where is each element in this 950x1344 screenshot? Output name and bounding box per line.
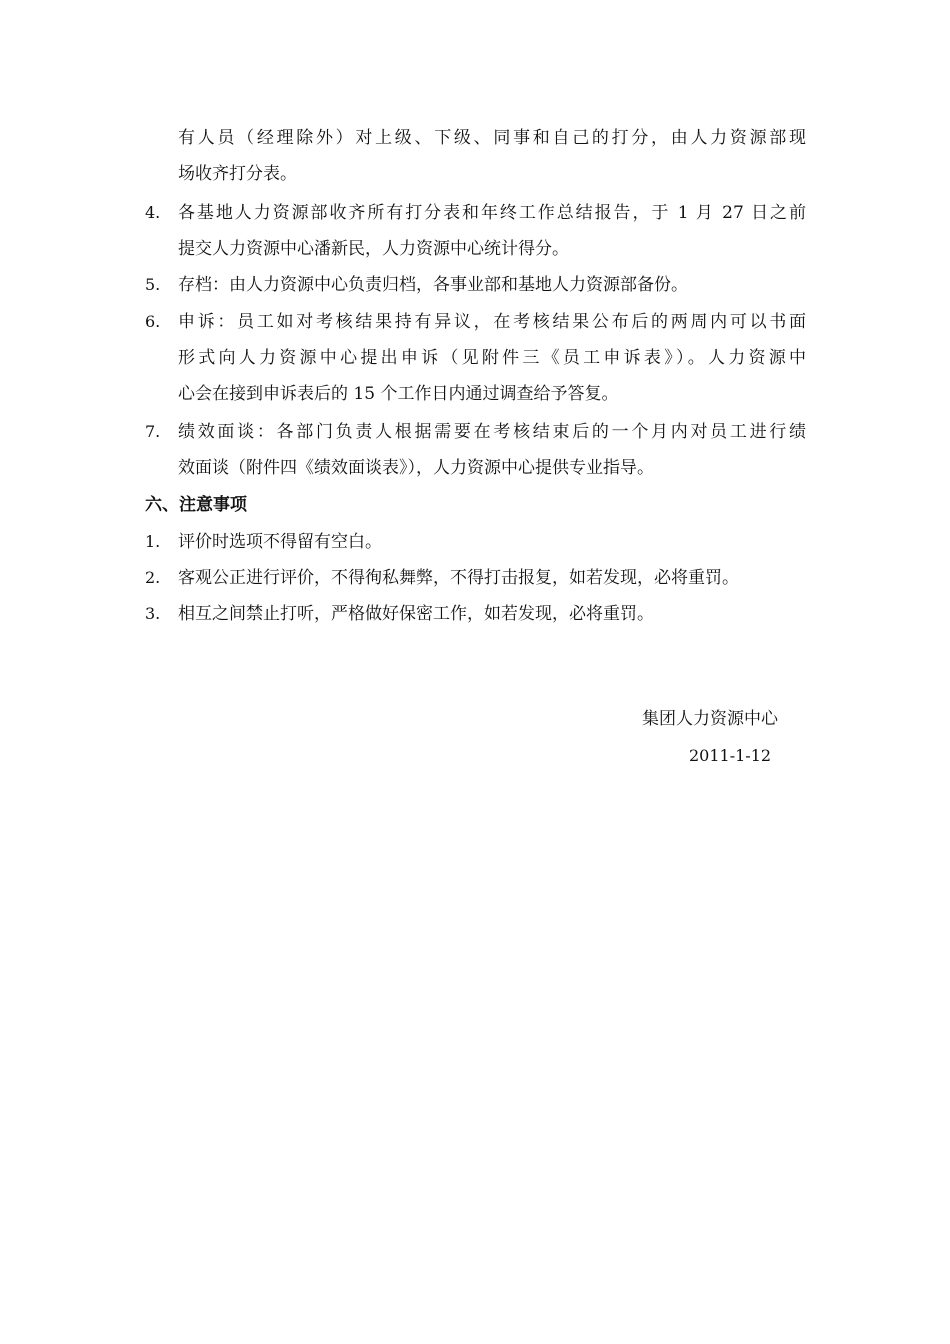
step-6-line-1: 申诉：员工如对考核结果持有异议，在考核结果公布后的两周内可以书面: [178, 312, 806, 332]
step-number-5: 5.: [145, 275, 161, 294]
signature-org: 集团人力资源中心: [642, 709, 778, 729]
note-text-3: 相互之间禁止打听，严格做好保密工作，如若发现，必将重罚。: [178, 604, 654, 624]
step-4-line-2: 提交人力资源中心潘新民，人力资源中心统计得分。: [178, 239, 569, 259]
step-number-4: 4.: [145, 203, 161, 222]
step-6-line-2: 形式向人力资源中心提出申诉（见附件三《员工申诉表》）。人力资源中: [178, 348, 806, 368]
section-heading: 六、注意事项: [145, 495, 247, 515]
step-5-line-1: 存档：由人力资源中心负责归档，各事业部和基地人力资源部备份。: [178, 275, 688, 295]
continuation-line-1: 有人员（经理除外）对上级、下级、同事和自己的打分，由人力资源部现: [178, 128, 806, 148]
step-number-7: 7.: [145, 422, 161, 441]
step-7-line-1: 绩效面谈：各部门负责人根据需要在考核结束后的一个月内对员工进行绩: [178, 422, 806, 442]
step-4-line-1: 各基地人力资源部收齐所有打分表和年终工作总结报告，于 1 月 27 日之前: [178, 203, 806, 223]
note-number-1: 1.: [145, 532, 161, 551]
signature-date: 2011-1-12: [689, 746, 772, 765]
step-7-line-2: 效面谈（附件四《绩效面谈表》），人力资源中心提供专业指导。: [178, 458, 654, 478]
note-text-2: 客观公正进行评价，不得徇私舞弊，不得打击报复，如若发现，必将重罚。: [178, 568, 739, 588]
note-text-1: 评价时选项不得留有空白。: [178, 532, 382, 552]
step-number-6: 6.: [145, 312, 161, 331]
note-number-2: 2.: [145, 568, 161, 587]
note-number-3: 3.: [145, 604, 161, 623]
continuation-line-2: 场收齐打分表。: [178, 164, 297, 184]
step-6-line-3: 心会在接到申诉表后的 15 个工作日内通过调查给予答复。: [178, 384, 619, 404]
